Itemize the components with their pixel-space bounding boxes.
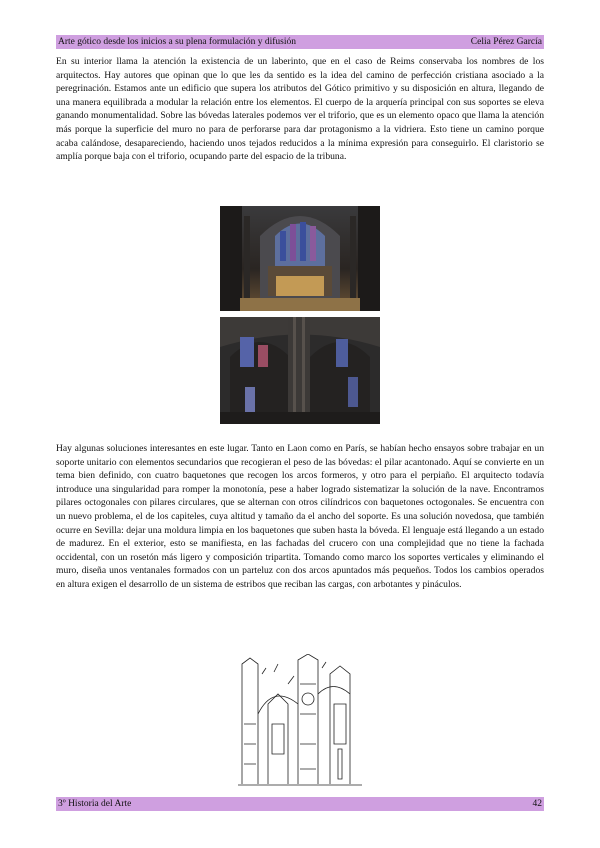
header-author: Celia Pérez García bbox=[470, 37, 542, 47]
cathedral-vaults-photo bbox=[220, 317, 380, 424]
header-title: Arte gótico desde los inicios a su plena formulación y difusión bbox=[58, 37, 296, 47]
page-footer bbox=[56, 797, 544, 811]
facade-sketch-drawing bbox=[238, 654, 362, 786]
footer-course: 3º Historia del Arte bbox=[58, 799, 132, 809]
body-paragraph-1: En su interior llama la atención la existencia de un laberinto, que en el caso de Reims conservaba los nombres de los arquitectos. Hay autores que opinan que lo que les da sentido es la idea del camino de perfección cristiana asociado a la peregrinación. Estamos ante un edificio que supera los atributos del Gótico primitivo y su disposición en altura, llegando de una manera equilibrada a modular la relación entre los elementos. El cuerpo de la arquería principal con sus soportes se eleva ganando monumentalidad. Sobre las bóvedas laterales podemos ver el triforio, que es un elemento opaco que llama la atención más porque la superficie del muro no para de perforarse para dar protagonismo a la vidriera. Esto tiene un camino porque acaba calándose, desapareciendo, haciendo unos tejados reducidos a la mínima expresión para conseguirlo. El claristorio se amplía porque baja con el triforio, ocupando parte del espacio de la tribuna. bbox=[56, 56, 544, 163]
cathedral-apse-photo bbox=[220, 206, 380, 311]
page-header bbox=[56, 35, 544, 49]
body-paragraph-2: Hay algunas soluciones interesantes en este lugar. Tanto en Laon como en París, se habían hecho ensayos sobre trabajar en un soporte unitario con elementos secundarios que recogieran el peso de las bóvedas: el pilar acantonado. Aquí se convierte en un tema bien definido, con cuatro baquetones que recogen los arcos formeros, y otro para el perpiaño. El arquitecto todavía introduce una singularidad para romper la monotonía, pese a haber logrado sistematizar la solución de la nave. Encontramos pilares octogonales con pilares circulares, que se alternan con otros cilíndricos con baquetones octogonales. Se encuentra con un nuevo problema, el de los capiteles, cuya altitud y tamaño da el ancho del soporte. Es una solución novedosa, que también ocurre en Sevilla: dejar una moldura limpia en los baquetones que suben hasta la bóveda. El lenguaje está llegando a un estado de madurez. En el exterior, esto se manifiesta, en las fachadas del crucero con una complejidad que no tiene la fachada occidental, con un rosetón más ligero y composición tripartita. Tomando como marco los soportes verticales y eliminando el muro, diseña unos ventanales formados con un parteluz con dos arcos apuntados más pequeños. Todos los cambios operados en altura exigen el desarrollo de un sistema de estribos que reciban las cargas, con arbotantes y pináculos. bbox=[56, 443, 544, 590]
page-number: 42 bbox=[532, 799, 542, 809]
